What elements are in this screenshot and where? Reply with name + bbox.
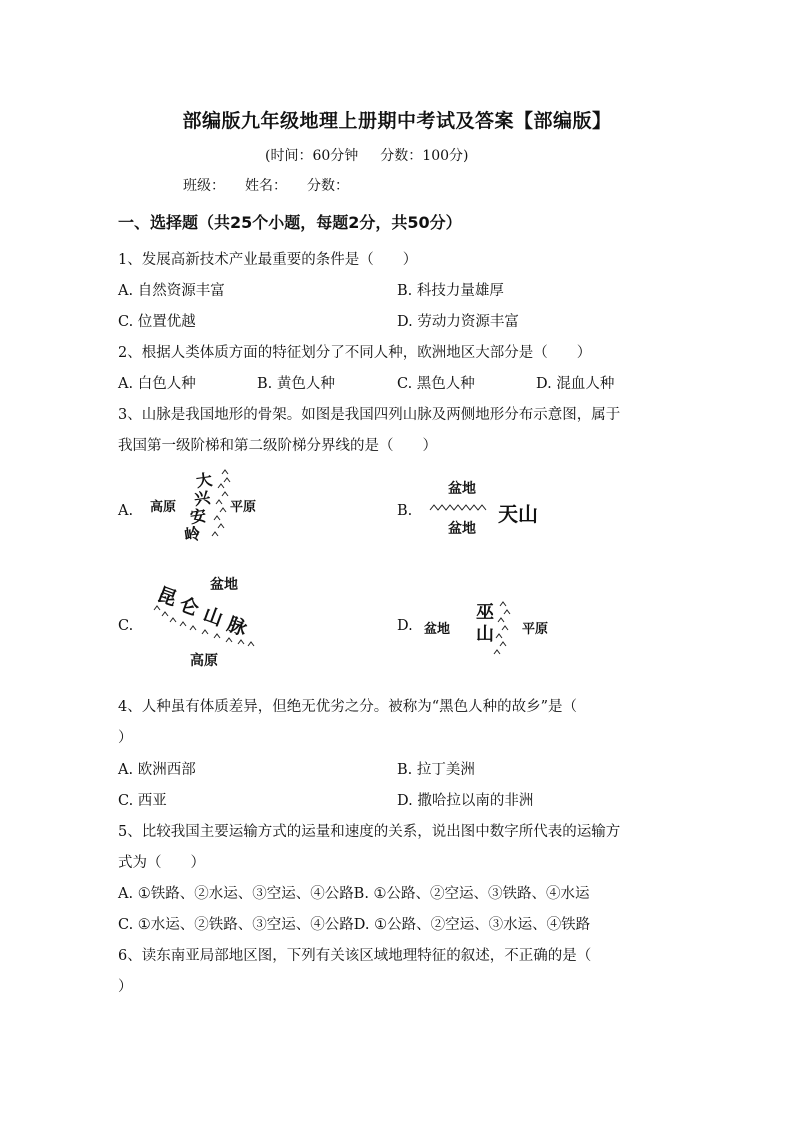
q5-options-ab[interactable]: A. ①铁路、②水运、③空运、④公路B. ①公路、②空运、③铁路、④水运 <box>118 886 590 902</box>
exam-score: 分数：100分) <box>380 148 469 164</box>
q2-option-a[interactable]: A. 白色人种 <box>118 376 196 392</box>
figure-a-mountain-char-1: 大 <box>194 469 214 492</box>
figure-b-mountain-label: 天山 <box>498 502 538 526</box>
q4-option-c[interactable]: C. 西亚 <box>118 793 167 809</box>
figure-d-wushan <box>424 594 564 660</box>
figure-c-mountain-char-2: 仑 <box>176 593 202 621</box>
figure-c-kunlun <box>150 572 265 672</box>
question-5-stem-line2: 式为（ ） <box>118 855 205 871</box>
figure-b-top-label: 盆地 <box>448 481 476 497</box>
question-6-stem-line1: 6、读东南亚局部地区图，下列有关该区域地理特征的叙述，不正确的是（ <box>118 948 592 964</box>
q2-option-c[interactable]: C. 黑色人种 <box>397 376 475 392</box>
exam-time: (时间：60分钟 <box>265 148 359 164</box>
figure-b-tianshan <box>428 474 558 540</box>
page-title: 部编版九年级地理上册期中考试及答案【部编版】 <box>182 110 612 132</box>
figure-a-mountain-icon <box>212 470 230 536</box>
exam-info <box>265 145 490 165</box>
figure-c-bottom-label: 高原 <box>190 653 218 669</box>
name-label: 姓名： <box>245 178 287 194</box>
figure-d-left-label: 盆地 <box>424 622 451 637</box>
q4-option-d[interactable]: D. 撒哈拉以南的非洲 <box>397 793 534 809</box>
q4-option-b[interactable]: B. 拉丁美洲 <box>397 762 475 778</box>
question-3-stem-line1: 3、山脉是我国地形的骨架。如图是我国四列山脉及两侧地形分布示意图，属于 <box>118 407 621 423</box>
section-heading: 一、选择题（共25个小题，每题2分，共50分） <box>118 213 462 232</box>
q3-option-d[interactable]: D. <box>397 618 413 634</box>
question-1-stem: 1、发展高新技术产业最重要的条件是（ ） <box>118 252 418 268</box>
q2-option-d[interactable]: D. 混血人种 <box>536 376 615 392</box>
question-4-stem-line1: 4、人种虽有体质差异，但绝无优劣之分。被称为“黑色人种的故乡”是（ <box>118 699 578 715</box>
figure-c-top-label: 盆地 <box>210 577 238 593</box>
q1-option-c[interactable]: C. 位置优越 <box>118 314 196 330</box>
q3-option-c[interactable]: C. <box>118 618 134 634</box>
figure-d-mountain-icon <box>494 602 510 654</box>
question-5-stem-line1: 5、比较我国主要运输方式的运量和速度的关系，说出图中数字所代表的运输方 <box>118 824 621 840</box>
figure-c-mountain-char-4: 脉 <box>224 613 250 641</box>
question-4-stem-line2: ） <box>118 730 133 746</box>
figure-c-mountain-char-3: 山 <box>200 603 226 631</box>
q1-option-d[interactable]: D. 劳动力资源丰富 <box>397 314 519 330</box>
figure-d-mountain-char-2: 山 <box>476 624 494 645</box>
figure-c-mountain-char-1: 昆 <box>154 583 180 611</box>
figure-b-mountain-icon <box>430 505 486 510</box>
figure-b-bottom-label: 盆地 <box>448 521 476 537</box>
question-6-stem-line2: ） <box>118 979 133 995</box>
figure-a-left-label: 高原 <box>150 500 177 515</box>
q1-option-a[interactable]: A. 自然资源丰富 <box>118 283 225 299</box>
student-info-line <box>183 175 369 195</box>
q5-options-cd[interactable]: C. ①水运、②铁路、③空运、④公路D. ①公路、②空运、③水运、④铁路 <box>118 917 591 933</box>
q1-option-b[interactable]: B. 科技力量雄厚 <box>397 283 504 299</box>
score-label: 分数： <box>307 178 349 194</box>
q3-option-a[interactable]: A. <box>118 503 134 519</box>
question-3-stem-line2: 我国第一级阶梯和第二级阶梯分界线的是（ ） <box>118 438 437 454</box>
q4-option-a[interactable]: A. 欧洲西部 <box>118 762 196 778</box>
figure-a-mountain-char-3: 安 <box>188 505 208 528</box>
class-label: 班级： <box>183 178 225 194</box>
q2-option-b[interactable]: B. 黄色人种 <box>257 376 335 392</box>
figure-a-right-label: 平原 <box>230 500 257 515</box>
figure-a-daxinganling <box>148 466 268 546</box>
figure-d-right-label: 平原 <box>522 622 549 637</box>
figure-a-mountain-char-2: 兴 <box>192 487 212 510</box>
q3-option-b[interactable]: B. <box>397 503 413 519</box>
figure-a-mountain-char-4: 岭 <box>182 523 202 546</box>
figure-d-mountain-char-1: 巫 <box>476 602 494 623</box>
question-2-stem: 2、根据人类体质方面的特征划分了不同人种，欧洲地区大部分是（ ） <box>118 345 592 361</box>
